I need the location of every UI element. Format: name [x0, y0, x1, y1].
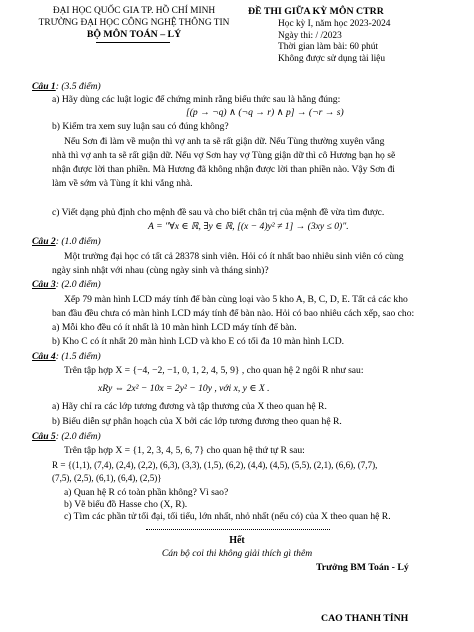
q1-b-line: Nếu Sơn đi làm về muộn thì vợ anh ta sẽ rất giận dữ. Nếu Tùng thường xuyên vắng — [64, 136, 385, 147]
q4-label: Câu 4 — [32, 351, 56, 362]
department-underline — [96, 42, 170, 43]
q3-heading — [32, 279, 101, 291]
header-left — [34, 6, 234, 41]
end-marker: Hết — [229, 535, 245, 546]
q2-label: Câu 2 — [32, 236, 56, 247]
q4-a: a) Hãy chỉ ra các lớp tương đương và tập thương của X theo quan hệ R. — [52, 401, 327, 412]
q3-a: a) Mỗi kho đều có ít nhất là 10 màn hình LCD máy tính để bàn. — [52, 322, 297, 333]
q1-heading — [32, 81, 101, 93]
q1-points: : (3.5 điểm) — [55, 81, 101, 92]
q3-points: : (2.0 điểm) — [55, 279, 101, 290]
q5-b: b) Vẽ biểu đồ Hasse cho (X, R). — [64, 499, 188, 510]
q5-label: Câu 5 — [32, 431, 56, 442]
exam-date: Ngày thi: / /2023 — [278, 30, 342, 41]
q1-b-line: làm về sớm và Tùng ít khi vắng nhà. — [52, 178, 193, 189]
q1-c: c) Viết dạng phủ định cho mệnh đề sau và cho biết chân trị của mệnh đề vừa tìm được. — [52, 207, 385, 218]
q5-relation-line: R = {(1,1), (7,4), (2,4), (2,2), (6,3), (3,3), (1,5), (6,2), (4,4), (4,5), (5,5), (2,1), (6,6), (7,7), — [52, 460, 378, 470]
q2-line: Một trường đại học có tất cả 28378 sinh viên. Hỏi có ít nhất bao nhiêu sinh viên có cùng — [64, 251, 404, 262]
q5-a: a) Quan hệ R có toàn phần không? Vì sao? — [64, 487, 229, 498]
end-divider — [146, 529, 330, 530]
q3-b: b) Kho C có ít nhất 20 màn hình LCD và kho E có tối đa 10 màn hình LCD. — [52, 336, 345, 347]
materials-rule: Không được sử dụng tài liệu — [278, 53, 386, 64]
q5-relation-line: (7,5), (2,5), (6,1), (6,4), (2,5)} — [52, 473, 162, 483]
q4-b: b) Biểu diễn sự phân hoạch của X bởi các lớp tương đương theo quan hệ R. — [52, 416, 342, 427]
school-name: TRƯỜNG ĐẠI HỌC CÔNG NGHỆ THÔNG TIN — [38, 17, 230, 28]
q5-relation — [52, 459, 377, 484]
q2-points: : (1.0 điểm) — [55, 236, 101, 247]
q1-b-text — [52, 136, 395, 190]
signer-name: CAO THANH TỈNH — [321, 613, 409, 624]
q4-relation: xRy ⇔ 2x² − 10x = 2y² − 10y , với x, y ∈ X . — [98, 383, 270, 394]
q5-intro: Trên tập hợp X = {1, 2, 3, 4, 5, 6, 7} cho quan hệ thứ tự R sau: — [64, 445, 305, 456]
q1-b-line: nhận được lời than phiền. Mà Hương đã không nhận được lời than phiền nào. Vậy Sơn đi — [52, 164, 395, 175]
exam-info — [278, 19, 390, 65]
q3-line: Xếp 79 màn hình LCD máy tính để bàn cùng loại vào 5 kho A, B, C, D, E. Tất cả các kho — [64, 294, 408, 305]
university-name: ĐẠI HỌC QUỐC GIA TP. HỒ CHÍ MINH — [52, 6, 216, 16]
semester: Học kỳ I, năm học 2023-2024 — [278, 19, 391, 29]
duration: Thời gian làm bài: 60 phút — [278, 42, 378, 53]
q4-heading — [32, 351, 101, 363]
q2-text — [52, 251, 404, 277]
q1-a-formula: [(p → ¬q) ∧ (¬q → r) ∧ p] → (¬r → s) — [186, 107, 344, 118]
q1-c-formula: A = "∀x ∈ ℝ, ∃y ∈ ℝ, [(x − 4)y² ≠ 1] → (3xy ≤ 0)". — [148, 221, 349, 232]
q4-points: : (1.5 điểm) — [55, 351, 101, 362]
q5-heading — [32, 431, 101, 443]
q3-label: Câu 3 — [32, 279, 56, 290]
q1-label: Câu 1 — [32, 81, 56, 92]
q5-points: : (2.0 điểm) — [55, 431, 101, 442]
signer-role: Trưởng BM Toán - Lý — [316, 562, 409, 573]
department-name: BỘ MÔN TOÁN – LÝ — [86, 29, 182, 41]
exam-title: ĐỀ THI GIỮA KỲ MÔN CTRR — [248, 6, 384, 17]
q1-a: a) Hãy dùng các luật logic để chứng minh rằng biểu thức sau là hằng đúng: — [52, 94, 341, 105]
q3-text — [52, 294, 414, 320]
q2-line: ngày sinh nhật với nhau (cùng ngày sinh và tháng sinh)? — [52, 265, 269, 276]
q3-line: ban đầu đều chưa có màn hình LCD máy tính để bàn nào. Hỏi có bao nhiêu cách xếp, sao cho: — [52, 308, 415, 319]
q5-c: c) Tìm các phần tử tối đại, tối tiểu, lớn nhất, nhỏ nhất (nếu có) của X theo quan hệ R. — [64, 511, 391, 522]
q2-heading — [32, 236, 101, 248]
q1-b: b) Kiểm tra xem suy luận sau có đúng không? — [52, 121, 229, 132]
q1-b-line: nhà thì vợ anh ta sẽ rất giận dữ. Nếu vợ Sơn hay vợ Tùng giận dữ thì cô Hương bạn họ sẽ — [52, 150, 396, 161]
q4-intro: Trên tập hợp X = {−4, −2, −1, 0, 1, 2, 4, 5, 9} , cho quan hệ 2 ngôi R như sau: — [64, 365, 364, 376]
proctor-note: Cán bộ coi thi không giải thích gì thêm — [161, 548, 313, 559]
